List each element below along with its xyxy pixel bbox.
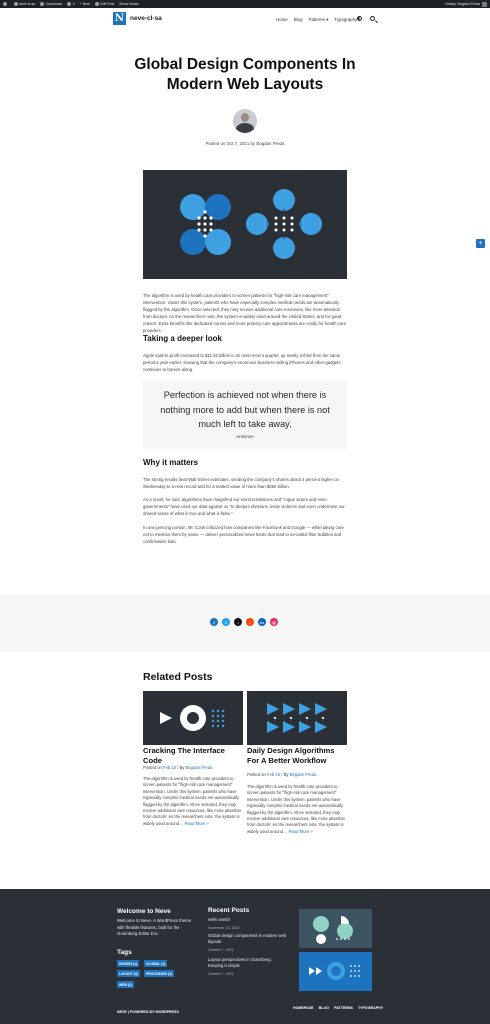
footer-nav-homepage[interactable]: HOMEPAGE [293,1006,314,1010]
plus-icon: + [478,240,483,247]
related-post-2-image[interactable] [247,691,347,745]
excerpt-text: The algorithm is used by health care providers to screen patients for "high-risk care management" intervention. Under this system, patients who have especially complex medical needs are automatically flagged by the algorithm. Once selected, they may receive additional care resources, like more attention from doctors. As the researchers note, the system is widely used around… [247,784,345,834]
recent-post-link[interactable]: Layout perspectives in Gutenberg. Keeping it simple [208,957,272,968]
footer-tags-title: Tags [117,949,132,956]
meta-by: / By [176,765,186,770]
paragraph-3: The strong results beat Wall Street estimates, sending the company's shares about 4 percent higher on Wednesday to a new record and for a market value of more than $690 billion. [143,477,340,489]
post-date-link[interactable]: Feb 18 [267,772,281,777]
footer-credit[interactable]: NEVE | POWERED BY WORDPRESS [117,1010,179,1014]
related-post-2-title[interactable]: Daily Design Algorithms For A Better Workflow [247,746,335,765]
home-icon [14,2,18,6]
footer-image-2[interactable] [299,952,372,991]
featured-illustration [143,170,347,279]
tag-web[interactable]: WEB (1) [119,982,132,987]
nav-item-patterns[interactable]: Patterns ▾ [308,16,329,22]
footer-nav-patterns[interactable]: PATTERNS [334,1006,353,1010]
circle-cluster-left [180,194,231,255]
quote-citation: Antoinne [236,434,254,439]
reddit-icon[interactable]: r [246,618,254,626]
tag-processes[interactable]: PROCESSES (2) [146,971,173,976]
footer-nav-blog[interactable]: BLOG [318,1006,330,1010]
footer-image-1[interactable] [299,909,372,948]
admin-show-hooks-link[interactable]: Show Hooks [119,2,139,6]
related-posts-heading: Related Posts [143,671,213,683]
comment-icon [67,2,71,6]
primary-nav [276,17,363,23]
recent-post-date: October 7, 2021 [208,972,234,976]
heading-why-it-matters: Why it matters [143,458,199,467]
plus-icon: + [79,2,83,6]
paragraph-2: Apple said its profit increased to $11.52 billion in its most recent quarter, up nearly a third from the same period a year earlier, showing that the company's enormous business selling iPhones and other gadgets continues to breeze along. [143,353,341,372]
meta-prefix: Posted on [247,772,268,777]
site-header [0,8,490,32]
footer-nav [293,1006,388,1010]
tiktok-icon[interactable]: ♪ [234,618,242,626]
site-logo[interactable]: N [114,13,125,24]
nav-item-home[interactable]: Home [276,16,288,22]
facebook-icon[interactable]: f [210,618,218,626]
avatar-head [241,113,249,122]
floating-plus-button[interactable] [476,239,485,248]
heading-taking-a-deeper-look: Taking a deeper look [143,334,222,343]
read-more-link[interactable]: Read More » [184,820,209,826]
recent-post-link[interactable]: Hello world! [208,917,230,922]
post-meta: Posted on Oct 7, 2021 by Bogdan Preda [205,141,285,146]
brush-icon [40,2,44,6]
linkedin-icon[interactable]: in [258,618,266,626]
author-link[interactable]: Bogdan Preda [289,772,317,777]
related-illustration-1 [143,691,243,745]
recent-post-date: October 7, 2021 [208,948,234,952]
meta-by: / By [280,772,290,777]
author-link[interactable]: Bogdan Preda [185,765,213,770]
footer-welcome-text: Welcome to Neve. A WordPress theme with flexible features, built for the Gutenberg Editor Era. [117,918,192,936]
admin-edit-post-link[interactable]: Edit Post [95,2,115,6]
quote-text: Perfection is achieved not when there is nothing more to add but when there is not much left to take away. [160,390,330,429]
admin-comments-link[interactable]: 0 [67,2,74,6]
twitter-icon[interactable]: t [222,618,230,626]
admin-bar [0,0,490,8]
share-section [0,594,490,652]
related-illustration-2 [247,691,347,745]
author-avatar [233,109,257,133]
nav-item-typography[interactable]: Typography [334,16,358,22]
related-post-1-meta [143,765,243,770]
user-avatar [482,2,487,7]
footer-illustration-1 [299,909,372,948]
search-icon[interactable] [370,16,375,21]
related-post-2-excerpt [247,784,347,835]
pencil-icon [95,2,99,6]
featured-image [143,170,347,279]
instagram-icon[interactable]: ◎ [270,618,278,626]
wordpress-menu[interactable] [3,2,9,6]
related-post-2-meta [247,772,347,777]
paragraph-4: As a result, he said, algorithms have magnified our worst tendencies and "rogue actors and even governments" have used our data against us "to deepen divisions, incite violence and even undermine our shared sense of what is true and what is false." [143,497,345,516]
admin-customize-link[interactable]: Customize [40,2,62,6]
footer-recent-title: Recent Posts [208,907,250,914]
post-date-link[interactable]: Feb 18 [163,765,177,770]
tag-global[interactable]: GLOBAL (1) [146,961,166,966]
paragraph-5: In one piercing portion, Mr. Cook criticized how companies like Facebook and Google — while taking care not to mention them by name — deliver personalized news feeds that lead to so-called filter bubbles and confirmation bias. [143,525,344,544]
read-more-link[interactable]: Read More » [288,828,313,834]
related-post-1-excerpt [143,776,243,827]
footer-nav-typography[interactable]: TYPOGRAPHY [357,1006,384,1010]
circle-cluster-right [246,189,322,259]
avatar-shoulders [236,123,254,133]
recent-post-date: November 23, 2022 [208,926,240,930]
blockquote [143,381,347,449]
footer-illustration-2 [299,952,372,991]
related-post-1-title[interactable]: Cracking The Interface Code [143,746,225,765]
excerpt-text: The algorithm is used by health care providers to screen patients for "high-risk care management" intervention. Under this system, patients who have especially complex medical needs are automatically flagged by the algorithm. Once selected, they may receive additional care resources, like more attention from doctors. As the researchers note, the system is widely used around… [143,776,241,826]
footer-welcome-title: Welcome to Neve [117,908,171,915]
admin-site-link[interactable]: neve-cl-sa [14,2,36,6]
site-title[interactable]: neve-cl-sa [130,15,162,22]
wordpress-icon [3,2,7,6]
admin-new-link[interactable]: + New [79,2,90,6]
post-title: Global Design Components In Modern Web Layouts [134,56,356,93]
meta-prefix: Posted on [143,765,164,770]
paragraph-1: The algorithm is used by health care providers to screen patients for "high-risk care management" intervention. Under this system, patients who have especially complex medical needs are automatically flagged by the algorithm. Once selected, they may receive additional care resources, like more attention from doctors. As the researchers note, the system is widely used around the United States, and for good reason: Extra benefits like dedicated nurses and more primary care appointments are costly for health care providers. [143,293,347,333]
related-post-1-image[interactable] [143,691,243,745]
admin-account-menu[interactable]: Howdy, Bogdan Preda [445,2,487,7]
tag-layout[interactable]: LAYOUT (4) [119,971,138,976]
dark-mode-toggle-icon[interactable] [357,16,362,21]
tag-design[interactable]: DESIGN (1) [119,961,138,966]
nav-item-blog[interactable]: Blog [293,16,303,22]
recent-post-link[interactable]: Global design components in modern web layouts [208,933,287,944]
